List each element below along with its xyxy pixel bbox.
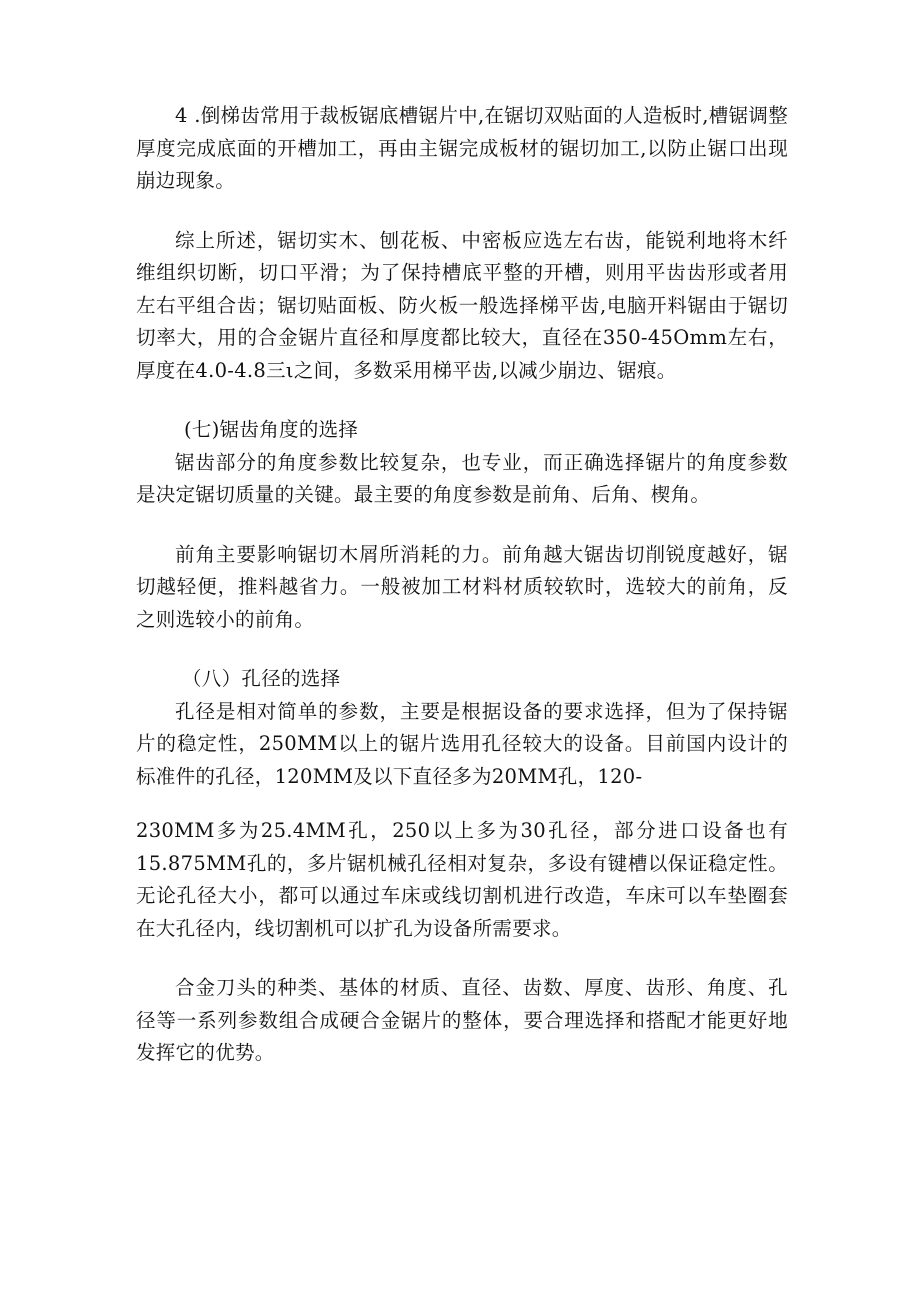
paragraph-summary: 综上所述，锯切实木、刨花板、中密板应选左右齿，能锐利地将木纤维组织切断，切口平滑；为了保持槽底平整的开槽，则用平齿齿形或者用左右平组合齿；锯切贴面板、防火板一般选择梯平齿,电脑开料锯由于锯切切率大，用的合金锯片直径和厚度都比较大，直径在350-45Omm左右，厚度在4.0-4.8三ι之间，多数采用梯平齿,以减少崩边、锯痕。 bbox=[136, 228, 788, 382]
heading-bore-selection: （八）孔径的选择 bbox=[182, 667, 341, 690]
heading-tooth-angle-selection: (七)锯齿角度的选择 bbox=[184, 418, 359, 441]
document-page bbox=[136, 100, 788, 1070]
paragraph-conclusion: 合金刀头的种类、基体的材质、直径、齿数、厚度、齿形、角度、孔径等一系列参数组合成硬合金锯片的整体，要合理选择和搭配才能更好地发挥它的优势。 bbox=[136, 976, 788, 1064]
paragraph-rake-angle: 前角主要影响锯切木屑所消耗的力。前角越大锯齿切削锐度越好，锯切越轻便，推料越省力。一般被加工材料材质较软时，选较大的前角，反之则选较小的前角。 bbox=[136, 542, 788, 631]
paragraph-bore-diameter-continued: 230MM多为25.4MM孔，250以上多为30孔径，部分进口设备也有15.875MM孔的，多片锯机械孔径相对复杂，多设有键槽以保证稳定性。无论孔径大小，都可以通过车床或线切割机进行改造，车床可以车垫圈套在大孔径内，线切割机可以扩孔为设备所需要求。 bbox=[136, 819, 788, 940]
paragraph-inverted-trapezoid-teeth: 4 .倒梯齿常用于裁板锯底槽锯片中,在锯切双贴面的人造板时,槽锯调整厚度完成底面的开槽加工，再由主锯完成板材的锯切加工,以防止锯口出现崩边现象。 bbox=[136, 104, 788, 192]
paragraph-angle-parameters: 锯齿部分的角度参数比较复杂，也专业，而正确选择锯片的角度参数是决定锯切质量的关键。最主要的角度参数是前角、后角、楔角。 bbox=[136, 450, 788, 506]
paragraph-bore-diameter: 孔径是相对简单的参数，主要是根据设备的要求选择，但为了保持锯片的稳定性，250MM以上的锯片选用孔径较大的设备。目前国内设计的标准件的孔径，120MM及以下直径多为20MM孔，120- bbox=[136, 699, 788, 788]
